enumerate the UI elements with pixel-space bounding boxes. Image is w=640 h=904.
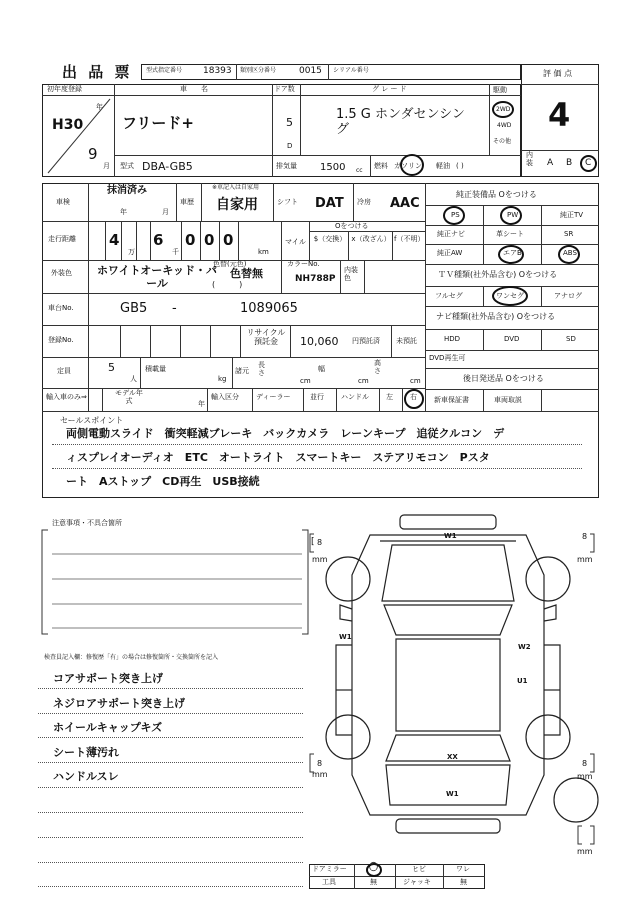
month-unit: 月 bbox=[103, 162, 110, 170]
mileage-digit-1: 4 bbox=[109, 231, 120, 249]
equip-airbag-circle bbox=[498, 245, 524, 264]
load-label: 積載量 bbox=[145, 365, 166, 373]
tire-rear-right-value: 8 bbox=[582, 759, 588, 768]
equip-ps: PS bbox=[451, 211, 460, 219]
model-code: DBA-GB5 bbox=[142, 160, 193, 173]
model-designation-label: 型式指定番号 bbox=[146, 67, 183, 74]
mileage-option-unknown: f（不明） bbox=[394, 235, 425, 243]
capacity-seats: 5 bbox=[108, 361, 115, 374]
fuel-gasoline-circle bbox=[400, 154, 424, 176]
inspection-status: 抹消済み bbox=[107, 185, 147, 196]
recycle-paid: 円預託済 bbox=[352, 337, 380, 345]
tire-front-left-value: 8 bbox=[317, 538, 323, 547]
dims-height-unit: cm bbox=[410, 377, 421, 385]
mileage-unit-sen: 千 bbox=[172, 248, 179, 256]
tire-rear-left-unit: mm bbox=[312, 770, 328, 779]
chassis-number: 1089065 bbox=[240, 301, 298, 316]
interior-grade-b: B bbox=[566, 158, 573, 168]
mileage-unit-man: 万 bbox=[128, 248, 135, 256]
category-number: 0015 bbox=[299, 66, 322, 76]
tv-analog: アナログ bbox=[554, 292, 582, 300]
equip-abs: ABS bbox=[563, 249, 577, 257]
door-label: ドア数 bbox=[274, 85, 295, 93]
color-change-label: 色替(元色) bbox=[213, 260, 247, 268]
grade-label: グ レ ー ド bbox=[372, 85, 407, 93]
drive-2wd: 2WD bbox=[496, 106, 511, 113]
import-year-unit: 年 bbox=[198, 400, 205, 408]
capacity-label: 定員 bbox=[57, 367, 71, 375]
sales-points-label: セールスポイント bbox=[60, 416, 124, 425]
first-reg-label: 初年度登録 bbox=[47, 85, 82, 93]
displacement: 1500 bbox=[320, 162, 346, 173]
mileage-digit-5: 0 bbox=[223, 231, 234, 249]
tire-front-right-value: 8 bbox=[582, 532, 588, 541]
history-label: 車歴 bbox=[180, 198, 194, 206]
note-item-1: コアサポート突き上げ bbox=[53, 672, 163, 685]
drive-other: その他 bbox=[493, 138, 512, 145]
load-unit: kg bbox=[218, 375, 227, 383]
first-reg-month: 9 bbox=[88, 145, 98, 163]
mileage-mile: マイル bbox=[285, 238, 306, 246]
notes-label: 注意事項・不具合箇所 bbox=[52, 519, 122, 527]
fuel-label: 燃料 bbox=[374, 162, 388, 170]
dims-width-unit: cm bbox=[358, 377, 369, 385]
mileage-digit-2: 6 bbox=[153, 231, 164, 249]
tire-brackets bbox=[308, 530, 598, 855]
import-class-label: 輸入区分 bbox=[211, 393, 239, 401]
color-change-value: 色替無 bbox=[230, 267, 263, 280]
displacement-unit: cc bbox=[356, 167, 363, 174]
interior-grade-c: C bbox=[585, 158, 592, 168]
mileage-digit-4: 0 bbox=[204, 231, 215, 249]
fuel-gasoline: ガソリン bbox=[394, 162, 422, 170]
mirror-label: ドアミラー bbox=[312, 865, 347, 873]
name-label: 車 名 bbox=[180, 85, 208, 93]
later-warranty: 新車保証書 bbox=[434, 396, 469, 404]
equip-abs-circle bbox=[558, 245, 580, 264]
import-dealer: ディーラー bbox=[256, 393, 291, 401]
later-title: 後日発送品 Oをつける bbox=[463, 374, 544, 383]
color-code-label: カラーNo. bbox=[287, 260, 320, 268]
later-manual: 車両取説 bbox=[494, 396, 522, 404]
notes-bracket bbox=[40, 528, 310, 640]
registration-label: 登録No. bbox=[48, 336, 74, 344]
history-value: 自家用 bbox=[216, 197, 258, 213]
mileage-unit-km: km bbox=[258, 248, 269, 256]
equip-pw-circle bbox=[500, 206, 522, 225]
color-change-paren: ( ) bbox=[212, 280, 243, 289]
grade-name: 1.5 G ホンダセンシング bbox=[336, 107, 465, 137]
damage-left: W1 bbox=[339, 633, 352, 641]
serial-label: シリアル番号 bbox=[333, 67, 369, 74]
door-suffix: D bbox=[287, 142, 293, 150]
tool-label: 工具 bbox=[322, 878, 336, 886]
model-label: 型式 bbox=[120, 162, 134, 170]
equip-leather: 革シート bbox=[496, 230, 524, 238]
note-item-5: ハンドルスレ bbox=[53, 770, 119, 783]
car-name: フリード+ bbox=[122, 114, 194, 132]
interior-label: 内装 bbox=[526, 151, 533, 167]
first-reg-year: H30 bbox=[52, 117, 84, 133]
dims-width: 幅 bbox=[318, 365, 325, 373]
year-unit: 年 bbox=[96, 103, 103, 111]
interior-grade-a: A bbox=[547, 158, 554, 168]
dims-height: 高さ bbox=[374, 359, 381, 375]
category-label: 類別区分番号 bbox=[240, 67, 277, 74]
equip-tv: 純正TV bbox=[560, 211, 584, 219]
navi-title: ナビ種類(社外品含む) Oをつける bbox=[436, 312, 556, 321]
import-label: 輸入車のみ⇒ bbox=[46, 393, 87, 401]
color-name: ホワイトオーキッド・パール bbox=[96, 264, 218, 291]
sales-points-line-1: 両側電動スライド 衝突軽減ブレーキ バックカメラ レーンキープ 追従クルコン デ bbox=[66, 427, 505, 440]
page-title: 出 品 票 bbox=[62, 63, 133, 81]
equip-airbag: エアB bbox=[503, 249, 522, 257]
note-item-2: ネジロアサポート突き上げ bbox=[53, 697, 185, 710]
navi-hdd: HDD bbox=[444, 335, 461, 343]
damage-rear-2: W1 bbox=[446, 790, 459, 798]
transmission-label: シフト bbox=[277, 198, 298, 206]
recycle-label: リサイクル預託金 bbox=[246, 328, 286, 346]
handle-right: 右 bbox=[410, 393, 417, 401]
tire-front-left-bracket: [ bbox=[311, 537, 315, 547]
tv-title: ＴＶ種類(社外品含む) Oをつける bbox=[438, 270, 558, 279]
dvd-play: DVD再生可 bbox=[429, 354, 466, 362]
damage-right: W2 bbox=[518, 643, 531, 651]
history-note: ※車記入は自家用 bbox=[212, 184, 260, 191]
color-code: NH788P bbox=[295, 274, 336, 284]
tire-rear-right-unit: mm bbox=[577, 772, 593, 781]
chassis-label: 車台No. bbox=[48, 304, 74, 312]
damage-right-2: U1 bbox=[517, 677, 528, 685]
equip-ps-circle bbox=[443, 206, 465, 225]
color-label: 外装色 bbox=[51, 269, 72, 277]
fuel-extra: ( ) bbox=[456, 162, 464, 170]
damage-rear: XX bbox=[447, 753, 458, 761]
interior-grade-circle bbox=[580, 155, 597, 172]
tool-value: 無 bbox=[370, 878, 377, 886]
mirror-circle bbox=[366, 863, 382, 877]
jack-label: ジャッキ bbox=[403, 878, 431, 886]
mileage-digit-3: 0 bbox=[185, 231, 196, 249]
recycle-amount: 10,060 bbox=[300, 335, 339, 348]
handle-left: 左 bbox=[386, 393, 393, 401]
grade-score: 4 bbox=[548, 96, 571, 134]
equip-sr: SR bbox=[564, 230, 574, 238]
equip-aw: 純正AW bbox=[437, 249, 463, 257]
ac-value: AAC bbox=[390, 196, 420, 211]
break-label: ワレ bbox=[456, 865, 470, 873]
equip-pw: PW bbox=[507, 211, 519, 219]
chassis-prefix: GB5 bbox=[120, 301, 148, 316]
jack-value: 無 bbox=[460, 878, 467, 886]
tire-rear-left-value: 8 bbox=[317, 759, 323, 768]
ac-label: 冷房 bbox=[357, 198, 371, 206]
transmission-value: DAT bbox=[315, 196, 344, 211]
model-designation-number: 18393 bbox=[203, 66, 232, 76]
drive-2wd-circle bbox=[492, 101, 514, 118]
drive-4wd: 4WD bbox=[497, 122, 512, 129]
mileage-option-exchange: $（交換） bbox=[313, 235, 347, 243]
capacity-seat-unit: 人 bbox=[130, 375, 137, 383]
tv-oneseg-circle bbox=[492, 286, 528, 306]
mileage-label: 走行距離 bbox=[48, 235, 76, 243]
note-item-4: シート薄汚れ bbox=[53, 746, 119, 759]
inspection-label: 車検 bbox=[56, 198, 70, 206]
mileage-circle-label: Oをつける bbox=[335, 222, 369, 230]
import-model-year-label: モデル年式 bbox=[115, 389, 143, 405]
sales-points-line-3: ート Aストップ CD再生 USB接続 bbox=[66, 475, 260, 488]
drive-label: 駆動 bbox=[493, 86, 507, 94]
mileage-option-tamper: x（改ざん） bbox=[351, 235, 391, 243]
damage-front: W1 bbox=[444, 532, 457, 540]
note-item-3: ホイールキャップキズ bbox=[53, 721, 163, 734]
dims-length: 長さ bbox=[258, 361, 265, 377]
crack-label: ヒビ bbox=[412, 865, 426, 873]
tv-fullseg: フルセグ bbox=[435, 292, 463, 300]
inspector-label: 検査員記入欄：修復歴「有」の場合は修復箇所・交換箇所を記入 bbox=[44, 654, 219, 661]
tire-front-right-unit: mm bbox=[577, 555, 593, 564]
navi-sd: SD bbox=[566, 335, 576, 343]
dims-label: 諸元 bbox=[235, 367, 249, 375]
header-code-strip bbox=[141, 64, 521, 80]
tire-spare-unit: mm bbox=[577, 847, 593, 856]
recycle-unpaid: 未預託 bbox=[396, 337, 417, 345]
handle-right-circle bbox=[404, 389, 424, 409]
interior-color-label: 内装色 bbox=[344, 266, 358, 282]
displacement-label: 排気量 bbox=[276, 162, 297, 170]
sales-points-line-2: ィスプレイオーディオ ETC オートライト スマートキー ステアリモコン Pスタ bbox=[66, 451, 490, 464]
grade-points-label: 評 価 点 bbox=[543, 69, 573, 78]
inspection-year-unit: 年 bbox=[120, 208, 127, 216]
import-parallel: 並行 bbox=[310, 393, 324, 401]
dims-length-unit: cm bbox=[300, 377, 311, 385]
tire-front-left-unit: mm bbox=[312, 555, 328, 564]
equipment-title: 純正装備品 Oをつける bbox=[456, 190, 537, 199]
chassis-dash: - bbox=[172, 301, 177, 316]
equip-navi: 純正ナビ bbox=[437, 230, 465, 238]
inspection-month-unit: 月 bbox=[162, 208, 169, 216]
navi-dvd: DVD bbox=[504, 335, 520, 343]
door-count: 5 bbox=[286, 116, 293, 129]
tv-oneseg: ワンセグ bbox=[496, 292, 524, 300]
fuel-diesel: 軽油 bbox=[436, 162, 450, 170]
mirror-value: 〇 bbox=[369, 863, 379, 873]
handle-label: ハンドル bbox=[341, 393, 369, 401]
